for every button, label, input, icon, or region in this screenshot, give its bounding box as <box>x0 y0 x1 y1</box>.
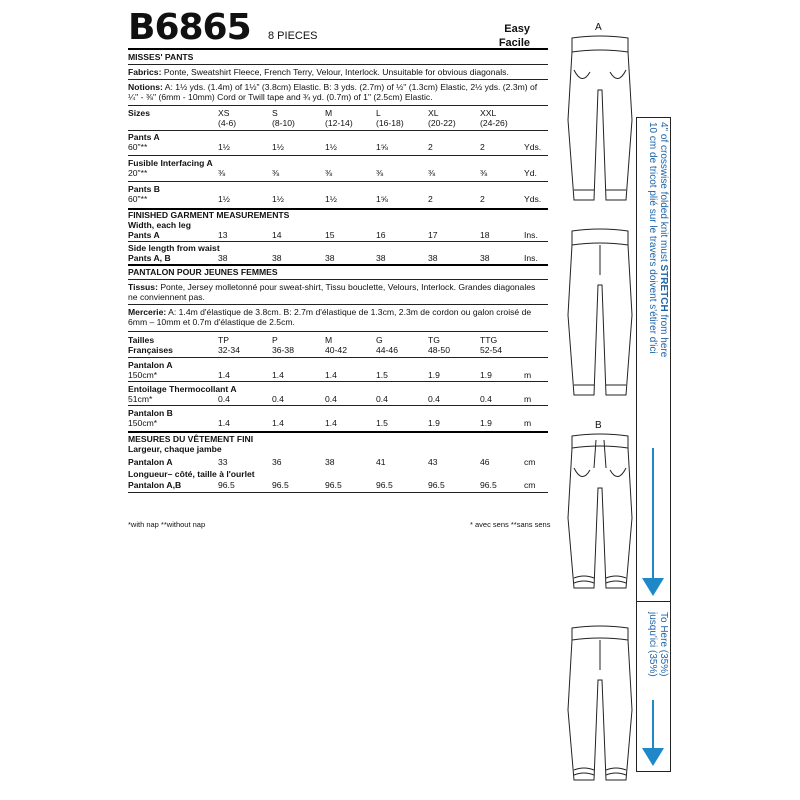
row-label: Pantalon A <box>128 360 173 370</box>
divider <box>128 357 548 358</box>
fr-side-length-label: Longueur– côté, taille à l'ourlet <box>128 469 255 479</box>
pattern-number: B6865 <box>128 7 251 48</box>
cell-value: 1½ <box>218 194 230 204</box>
divider <box>128 431 548 433</box>
size-m: M <box>325 335 333 345</box>
cell-value: 96.5 <box>480 480 497 490</box>
size-range: 36-38 <box>272 345 294 355</box>
divider <box>128 181 548 182</box>
fr-finished-title: MESURES DU VÊTEMENT FINI <box>128 434 254 444</box>
cell-value: 0.4 <box>376 394 388 404</box>
size-range: 52-54 <box>480 345 502 355</box>
pants-a-back-illustration <box>560 225 640 405</box>
row-label: Pants B <box>128 184 160 194</box>
stretch-text-pre: 4" of crosswise folded knit must <box>658 122 669 265</box>
cell-value: 38 <box>218 253 228 263</box>
row-unit: Ins. <box>524 253 538 263</box>
cell-value: 38 <box>272 253 282 263</box>
cell-value: 1.4 <box>325 418 337 428</box>
row-label: Pantalon A <box>128 457 173 467</box>
row-width: 20"** <box>128 168 148 178</box>
cell-value: 96.5 <box>428 480 445 490</box>
cell-value: 38 <box>325 457 335 467</box>
sizes-label: Sizes <box>128 108 150 118</box>
cell-value: 1.9 <box>480 370 492 380</box>
mercerie-text: A: 1.4m d'élastique de 3.8cm. B: 2.7m d'élastique de 1.3cm, 2.3m de cordon ou galon croisé de 6mm – 10mm et 0.7m d'élastique de 2.5cm. <box>128 307 532 327</box>
row-label: Pantalon B <box>128 408 173 418</box>
cell-value: 96.5 <box>325 480 342 490</box>
cell-value: 15 <box>325 230 335 240</box>
english-title: MISSES' PANTS <box>128 52 194 62</box>
cell-value: 18 <box>480 230 490 240</box>
stretch-arrowhead-icon-2 <box>642 748 664 766</box>
divider <box>128 405 548 406</box>
pants-b-back-illustration <box>560 620 640 800</box>
cell-value: 1⅝ <box>376 142 388 152</box>
row-label: Pants A, B <box>128 253 171 263</box>
row-unit: Yd. <box>524 168 537 178</box>
row-unit: Yds. <box>524 142 542 152</box>
cell-value: 2 <box>480 142 485 152</box>
fabrics-paragraph <box>128 67 543 77</box>
cell-value: 38 <box>428 253 438 263</box>
size-range: 44-46 <box>376 345 398 355</box>
cell-value: 1⅝ <box>376 194 388 204</box>
cell-value: 14 <box>272 230 282 240</box>
cell-value: 1½ <box>218 142 230 152</box>
tailles-label: Tailles <box>128 335 155 345</box>
cell-value: 1½ <box>272 142 284 152</box>
size-range: (8-10) <box>272 118 295 128</box>
size-g: G <box>376 335 383 345</box>
row-unit: m <box>524 394 532 404</box>
row-width: 60"** <box>128 142 148 152</box>
row-unit: cm <box>524 457 536 467</box>
cell-value: 2 <box>428 142 433 152</box>
size-range: 48-50 <box>428 345 450 355</box>
size-range: (4-6) <box>218 118 237 128</box>
cell-value: 1.4 <box>272 418 284 428</box>
size-m: M <box>325 108 333 118</box>
size-p: P <box>272 335 278 345</box>
cell-value: 96.5 <box>272 480 289 490</box>
stretch-text-bold: STRETCH <box>658 264 669 312</box>
cell-value: 96.5 <box>218 480 235 490</box>
pants-b-front-illustration <box>560 428 640 608</box>
stretch-arrow-line-2 <box>652 700 654 752</box>
cell-value: ⅜ <box>480 168 488 178</box>
cell-value: 16 <box>376 230 386 240</box>
cell-value: 2 <box>480 194 485 204</box>
divider <box>128 130 548 131</box>
cell-value: 46 <box>480 457 490 467</box>
stretch-arrow-line <box>652 448 654 581</box>
view-b-label: B <box>595 420 602 431</box>
row-label: Entoilage Thermocollant A <box>128 384 237 394</box>
tissus-text: Ponte, Jersey molletonné pour sweat-shirt, Tissu bouclette, Velours, Interlock. Grandes diagonales ne conviennent pas. <box>128 282 536 302</box>
divider <box>128 279 548 280</box>
row-width: 51cm* <box>128 394 153 404</box>
cell-value: 0.4 <box>428 394 440 404</box>
divider <box>128 105 548 106</box>
cell-value: 2 <box>428 194 433 204</box>
cell-value: 33 <box>218 457 228 467</box>
pants-a-front-illustration <box>560 30 640 210</box>
cell-value: 1.9 <box>428 370 440 380</box>
width-label: Width, each leg <box>128 220 191 230</box>
stretch-arrowhead-icon <box>642 578 664 596</box>
cell-value: 41 <box>376 457 386 467</box>
cell-value: 1½ <box>325 142 337 152</box>
divider <box>128 48 548 50</box>
row-unit: m <box>524 370 532 380</box>
divider <box>128 381 548 382</box>
cell-value: 13 <box>218 230 228 240</box>
finished-title: FINISHED GARMENT MEASUREMENTS <box>128 210 290 220</box>
divider <box>128 331 548 332</box>
footnote-fr: * avec sens **sans sens <box>470 520 551 529</box>
size-tp: TP <box>218 335 229 345</box>
fr-width-label: Largeur, chaque jambe <box>128 444 222 454</box>
to-here-en: To Here (35%) <box>658 612 669 677</box>
cell-value: ⅜ <box>218 168 226 178</box>
mercerie-label: Mercerie: <box>128 307 167 317</box>
size-l: L <box>376 108 381 118</box>
cell-value: 38 <box>376 253 386 263</box>
row-label: Pants A <box>128 132 160 142</box>
footnote-en: *with nap **without nap <box>128 520 206 529</box>
notions-paragraph <box>128 82 543 102</box>
size-range: 40-42 <box>325 345 347 355</box>
view-a-label: A <box>595 22 602 33</box>
cell-value: 0.4 <box>272 394 284 404</box>
divider <box>128 79 548 80</box>
size-xs: XS <box>218 108 230 118</box>
cell-value: 43 <box>428 457 438 467</box>
francaises-label: Françaises <box>128 345 173 355</box>
divider <box>128 155 548 156</box>
row-unit: Yds. <box>524 194 542 204</box>
tissus-paragraph <box>128 282 543 302</box>
row-unit: Ins. <box>524 230 538 240</box>
row-label: Pantalon A,B <box>128 480 182 490</box>
size-range: (12-14) <box>325 118 353 128</box>
stretch-text-en <box>658 122 669 357</box>
cell-value: 38 <box>480 253 490 263</box>
stretch-text-post: from here <box>658 311 669 358</box>
row-width: 150cm* <box>128 418 158 428</box>
mercerie-paragraph <box>128 307 543 327</box>
side-length-label: Side length from waist <box>128 243 220 253</box>
cell-value: 1.9 <box>428 418 440 428</box>
row-label: Pants A <box>128 230 160 240</box>
divider <box>128 64 548 65</box>
fabrics-label: Fabrics: <box>128 67 162 77</box>
difficulty <box>490 22 530 50</box>
size-range: 32-34 <box>218 345 240 355</box>
pieces-count: 8 PIECES <box>268 30 318 42</box>
cell-value: 1.5 <box>376 370 388 380</box>
cell-value: 38 <box>325 253 335 263</box>
french-title: PANTALON POUR JEUNES FEMMES <box>128 267 278 277</box>
notions-text: A: 1½ yds. (1.4m) of 1½" (3.8cm) Elastic. B: 3 yds. (2.7m) of ½" (1.3cm) Elastic, 2½ yds. (2.3m) of ¼" - ⅜" (6mm - 10mm) Cord or Twill tape and ¾ yd. (0.7m) of 1" (2.5cm) Elastic. <box>128 82 538 102</box>
cell-value: 36 <box>272 457 282 467</box>
tissus-label: Tissus: <box>128 282 158 292</box>
cell-value: 0.4 <box>218 394 230 404</box>
row-unit: cm <box>524 480 536 490</box>
row-width: 60"** <box>128 194 148 204</box>
size-range: (16-18) <box>376 118 404 128</box>
cell-value: 96.5 <box>376 480 393 490</box>
size-s: S <box>272 108 278 118</box>
divider <box>128 492 548 493</box>
cell-value: 0.4 <box>325 394 337 404</box>
cell-value: 1.4 <box>218 370 230 380</box>
difficulty-fr: Facile <box>498 37 530 49</box>
cell-value: 1.5 <box>376 418 388 428</box>
cell-value: 1½ <box>272 194 284 204</box>
to-here-fr: jusqu'ici (35%) <box>647 612 658 677</box>
row-label: Fusible Interfacing A <box>128 158 213 168</box>
difficulty-en: Easy <box>504 23 530 35</box>
cell-value: ⅜ <box>325 168 333 178</box>
gauge-divider <box>636 601 671 602</box>
fabrics-text: Ponte, Sweatshirt Fleece, French Terry, Velour, Interlock. Unsuitable for obvious diagonals. <box>163 67 509 77</box>
cell-value: 17 <box>428 230 438 240</box>
size-ttg: TTG <box>480 335 498 345</box>
stretch-text-fr: 10 cm de tricot plié sur le travers doivent s'étirer d'ici <box>647 122 658 354</box>
cell-value: 1.4 <box>272 370 284 380</box>
cell-value: 1½ <box>325 194 337 204</box>
row-width: 150cm* <box>128 370 158 380</box>
cell-value: 1.4 <box>325 370 337 380</box>
cell-value: ⅜ <box>272 168 280 178</box>
size-xxl: XXL <box>480 108 497 118</box>
divider <box>128 304 548 305</box>
row-unit: m <box>524 418 532 428</box>
size-tg: TG <box>428 335 440 345</box>
cell-value: 1.4 <box>218 418 230 428</box>
size-xl: XL <box>428 108 439 118</box>
notions-label: Notions: <box>128 82 163 92</box>
cell-value: 0.4 <box>480 394 492 404</box>
cell-value: ⅜ <box>376 168 384 178</box>
divider <box>128 241 548 242</box>
cell-value: ⅜ <box>428 168 436 178</box>
size-range: (24-26) <box>480 118 508 128</box>
divider <box>128 264 548 266</box>
size-range: (20-22) <box>428 118 456 128</box>
cell-value: 1.9 <box>480 418 492 428</box>
